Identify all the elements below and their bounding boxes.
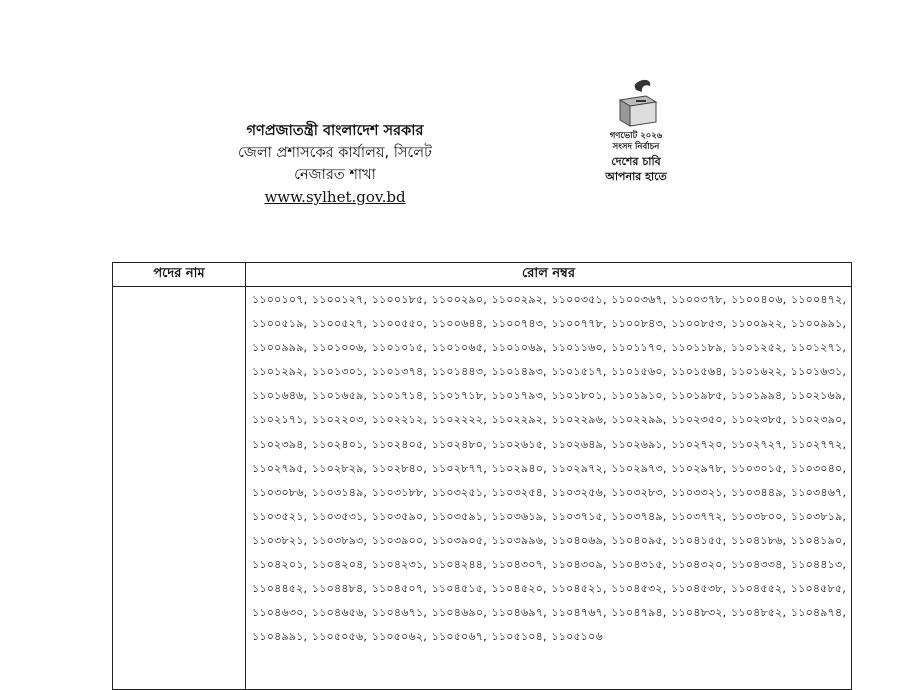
roll-numbers-list: ১১০০১০৭, ১১০০১২৭, ১১০০১৮৫, ১১০০২৯০, ১১০০২৯২, ১১০০৩৫১, ১১০০৩৬৭, ১১০০৩৭৮, ১১০০৪০৬, ১১০০৪৭২, ১১০০৫১৯, ১১০০৫২৭, ১১০০৫৫০, ১১০০৬৪৪, ১১০০৭৪৩, ১১০০৭৭৮, ১১০০৮৪৩, ১১০০৮৫৩, ১১০০৯২২, ১১০০৯৯১, ১১০০৯৯৯, ১১০১০০৬, ১১০১০১৫, ১১০১০৬৫, ১১০১০৬৯, ১১০১১৬০, ১১০১১৭০, ১১০১১৮৯, ১১০১২৫২, ১১০১২৭১, ১১০১২৯২, ১১০১৩০১, ১১০১৩৭৪, ১১০১৪৪৩, ১১০১৪৯৩, ১১০১৫১৭, ১১০১৫৬০, ১১০১৫৬৪, ১১০১৬২২, ১১০১৬৩১, ১১০১৬৪৬, ১১০১৬৫৯, ১১০১৭১৪, ১১০১৭১৮, ১১০১৭৯৩, ১১০১৮০১, ১১০১৯১০, ১১০১৯৮৫, ১১০১৯৯৪, ১১০২১৬৯, ১১০২১৭১, ১১০২২০৩, ১১০২২১২, ১১০২২২২, ১১০২২৯২, ১১০২২৯৬, ১১০২২৯৯, ১১০২৩৫০, ১১০২৩৮৫, ১১০২৩৯০, ১১০২৩৯৪, ১১০২৪০১, ১১০২৪০৫, ১১০২৪৮০, ১১০২৬১৫, ১১০২৬৪৯, ১১০২৬৯১, ১১০২৭২০, ১১০২৭২৭, ১১০২৭৭২, ১১০২৭৯৫, ১১০২৮২৯, ১১০২৮৪০, ১১০২৮৭৭, ১১০২৯৪০, ১১০২৯৭২, ১১০২৯৭৩, ১১০২৯৭৮, ১১০৩০১৫, ১১০৩০৪০, ১১০৩০৮৬, ১১০৩১৪৯, ১১০৩১৮৮, ১১০৩২৫১, ১১০৩২৫৪, ১১০৩২৫৬, ১১০৩২৮৩, ১১০৩৩২১, ১১০৩৪৪৯, ১১০৩৪৬৭, ১১০৩৫২১, ১১০৩৫৩১, ১১০৩৫৯০, ১১০৩৫৯১, ১১০৩৬১৯, ১১০৩৭১৫, ১১০৩৭৪৯, ১১০৩৭৭২, ১১০৩৮০০, ১১০৩৮১৯, ১১০৩৮২১, ১১০৩৮৯৩, ১১০৩৯০০, ১১০৩৯০৫, ১১০৩৯৯৬, ১১০৪০৬৯, ১১০৪০৯৫, ১১০৪১৫৫, ১১০৪১৮৬, ১১০৪১৯০, ১১০৪২০১, ১১০৪২০৪, ১১০৪২৩১, ১১০৪২৪৪, ১১০৪৩০৭, ১১০৪৩০৯, ১১০৪৩১৫, ১১০৪৩২০, ১১০৪৩৩৪, ১১০৪৪১৩, ১১০৪৪৫২, ১১০৪৪৮৪, ১১০৪৫০৭, ১১০৪৫১৫, ১১০৪৫২০, ১১০৪৫২১, ১১০৪৫৩২, ১১০৪৫৩৮, ১১০৪৫৫২, ১১০৪৫৮৫, ১১০৪৬৩০, ১১০৪৬৫৬, ১১০৪৬৭১, ১১০৪৬৯০, ১১০৪৬৯৭, ১১০৪৭৬৭, ১১০৪৭৯৪, ১১০৪৮৩২, ১১০৪৮৫২, ১১০৪৯৭৪, ১১০৪৯৯১, ১১০৫০৫৬, ১১০৫০৬২, ১১০৫০৬৭, ১১০৫১০৪, ১১০৫১০৬ bbox=[252, 293, 847, 644]
section-name: নেজারত শাখা bbox=[294, 167, 376, 183]
logo-line-1: গণভোট ২০২৬ bbox=[609, 131, 663, 141]
website-link[interactable]: www.sylhet.gov.bd bbox=[264, 188, 406, 206]
government-name: গণপ্রজাতন্ত্রী বাংলাদেশ সরকার bbox=[246, 123, 424, 139]
roll-number-header: রোল নম্বর bbox=[246, 263, 852, 287]
post-name-cell bbox=[113, 287, 246, 690]
office-header bbox=[200, 120, 470, 208]
logo-line-3: দেশের চাবি bbox=[611, 155, 661, 168]
logo-line-4: আপনার হাতে bbox=[605, 170, 667, 183]
table-row bbox=[113, 287, 852, 690]
logo-line-2: সংসদ নির্বাচন bbox=[612, 142, 660, 152]
table-header-row bbox=[113, 263, 852, 287]
office-name: জেলা প্রশাসকের কার্যালয়, সিলেট bbox=[238, 145, 432, 161]
post-name-header: পদের নাম bbox=[113, 263, 246, 287]
roll-number-table bbox=[112, 262, 852, 690]
election-logo bbox=[596, 78, 676, 190]
ballot-box-icon bbox=[616, 78, 660, 128]
roll-numbers-cell bbox=[246, 287, 852, 690]
